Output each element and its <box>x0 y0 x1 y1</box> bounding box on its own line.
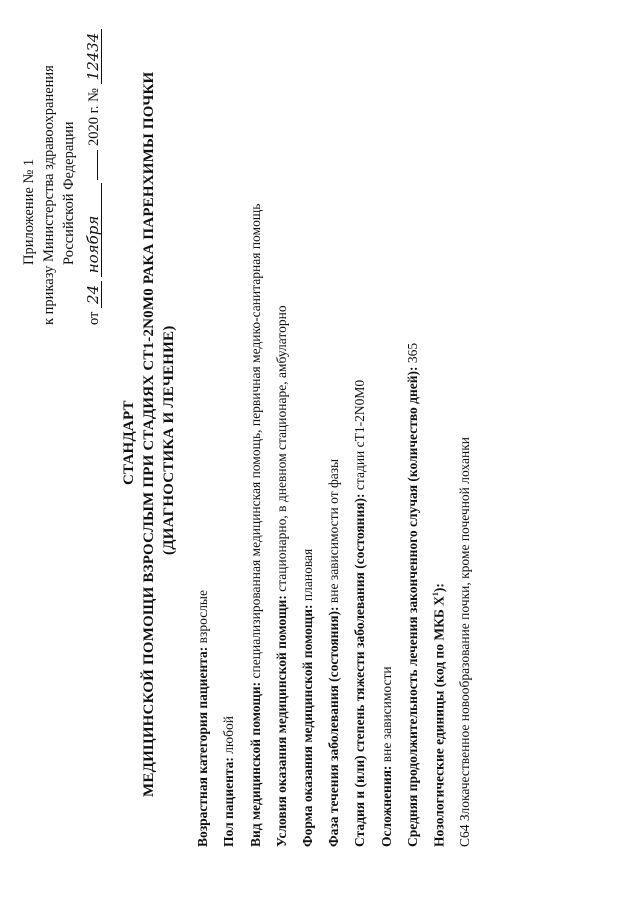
nosology-code: C64 <box>457 824 472 847</box>
nosology-description: Злокачественное новообразование почки, кроме почечной лоханки <box>457 437 472 822</box>
param-label: Стадия и (или) степень тяжести заболевания (состояния): <box>352 493 367 847</box>
param-age <box>196 590 210 847</box>
appendix-line-2: к приказу Министерства здравоохранения <box>41 65 57 325</box>
param-label: Возрастная категория пациента: <box>195 646 210 847</box>
param-complications <box>380 666 394 847</box>
nosology-row <box>458 437 472 847</box>
document-title: СТАНДАРТ <box>121 400 137 485</box>
param-value: вне зависимости <box>379 666 394 766</box>
footnote-mark: 1 <box>431 592 440 597</box>
param-label: Пол пациента: <box>221 757 236 847</box>
param-value: взрослые <box>195 590 210 647</box>
param-label: Осложнения: <box>379 765 394 847</box>
param-nosology <box>432 583 446 847</box>
param-value: 365 <box>405 342 420 367</box>
param-value: стадии сТ1-2N0M0 <box>352 379 367 494</box>
date-prefix: от <box>86 311 102 325</box>
param-value: специализированная медицинская помощь, первичная медико-санитарная помощь <box>248 203 263 682</box>
param-label-end: ): <box>431 583 447 593</box>
date-year: 2020 г. <box>86 105 102 146</box>
param-label: Фаза течения заболевания (состояния): <box>326 606 341 847</box>
param-sex <box>222 716 236 847</box>
appendix-line-3: Российской Федерации <box>61 121 77 265</box>
param-stage <box>353 380 367 847</box>
date-day: 24 <box>86 281 102 308</box>
document-subtitle-2: (ДИАГНОСТИКА И ЛЕЧЕНИЕ) <box>161 325 177 555</box>
param-care-type <box>249 204 263 847</box>
param-conditions <box>275 305 289 847</box>
order-number: 12434 <box>86 29 102 85</box>
param-label: Условия оказания медицинской помощи: <box>274 595 289 847</box>
document-subtitle: МЕДИЦИНСКОЙ ПОМОЩИ ВЗРОСЛЫМ ПРИ СТАДИЯХ СТ1-2N0M0 РАКА ПАРЕНХИМЫ ПОЧКИ <box>141 71 157 797</box>
param-value: вне зависимости от фазы <box>326 458 341 607</box>
param-form <box>301 549 315 847</box>
param-duration <box>406 343 420 847</box>
param-label: Вид медицинской помощи: <box>248 681 263 847</box>
appendix-line-1: Приложение № 1 <box>21 158 37 265</box>
param-label: Нозологические единицы (код по МКБ X <box>431 596 447 847</box>
param-label: Средняя продолжительность лечения законченного случая (количество дней): <box>405 366 420 847</box>
number-prefix: № <box>86 87 102 102</box>
param-value: плановая <box>300 548 315 605</box>
param-phase <box>327 459 341 847</box>
param-value: любой <box>221 716 236 758</box>
date-month: ноября <box>86 183 102 277</box>
param-value: стационарно, в дневном стационаре, амбулаторно <box>274 305 289 596</box>
appendix-date-line <box>86 29 102 325</box>
param-label: Форма оказания медицинской помощи: <box>300 604 315 847</box>
